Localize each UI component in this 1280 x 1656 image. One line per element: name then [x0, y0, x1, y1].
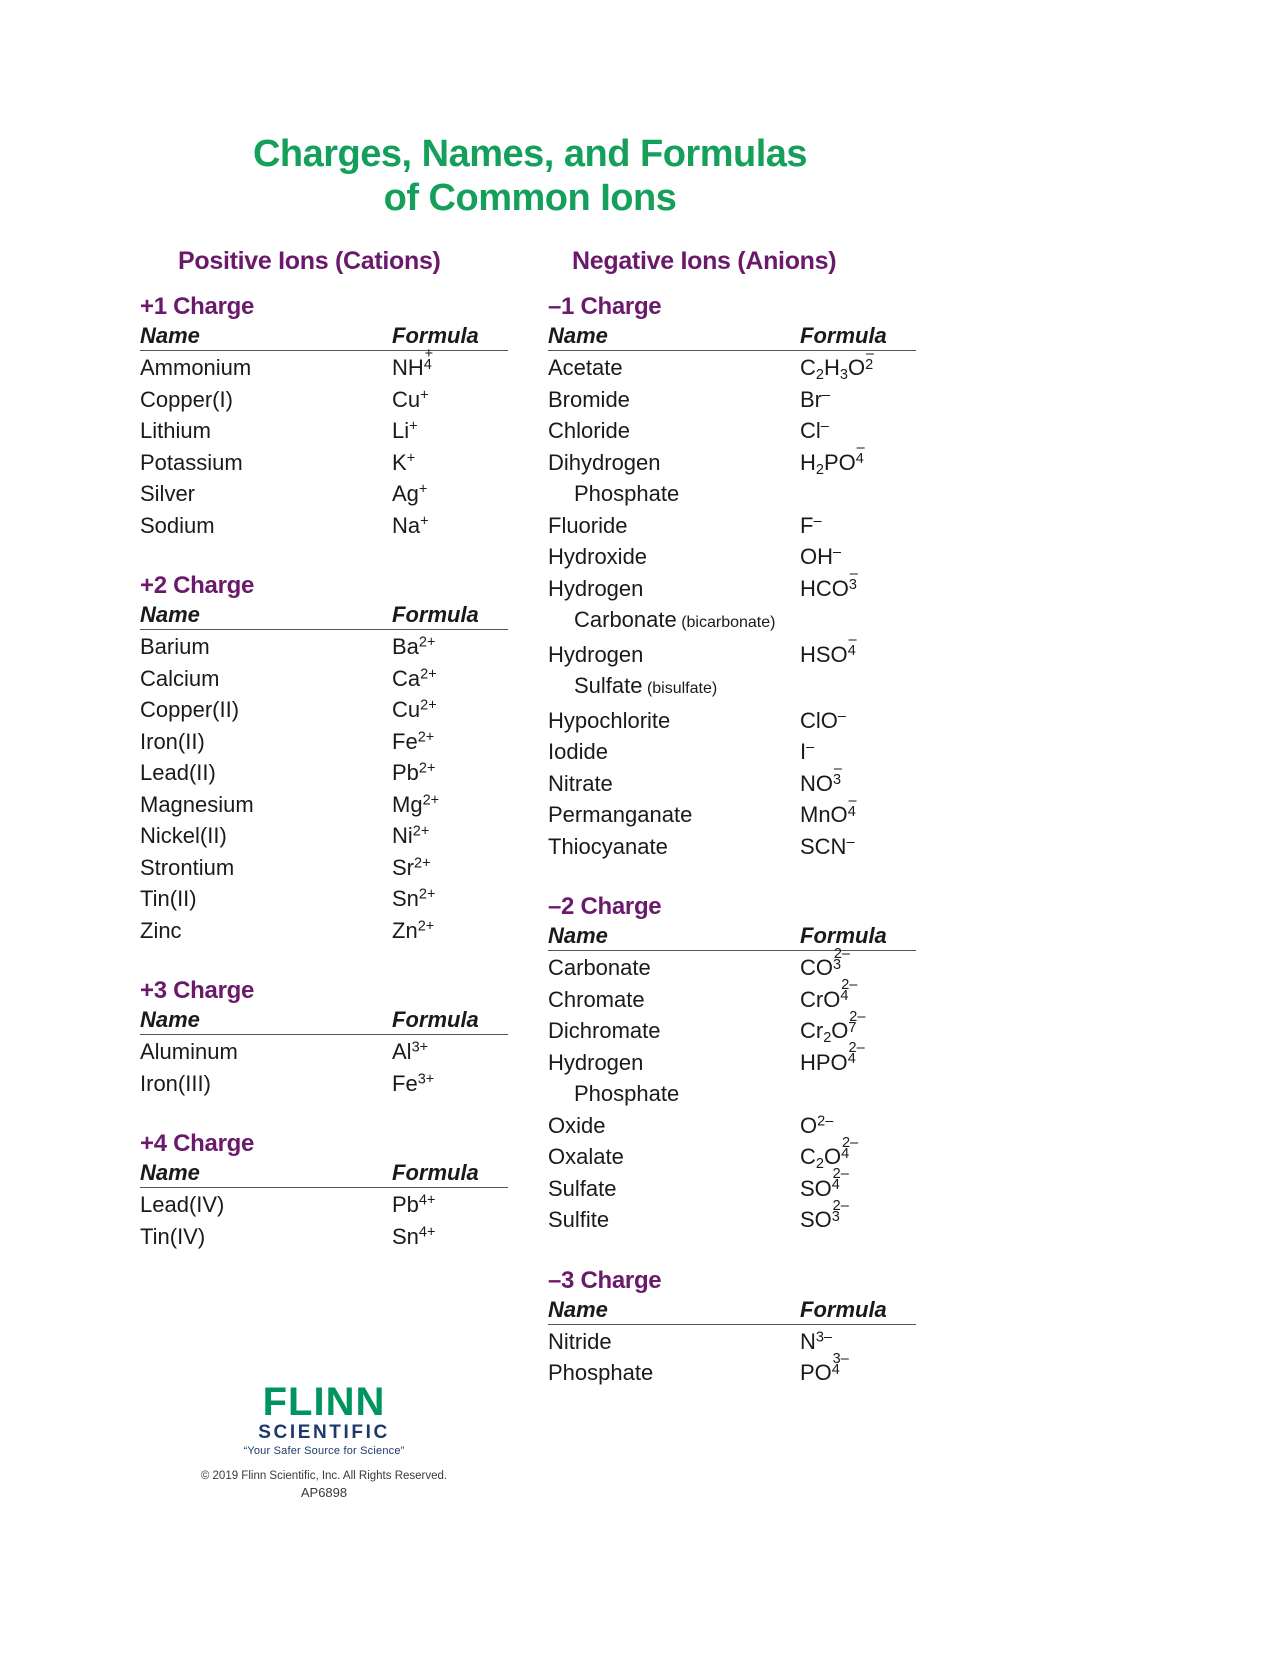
- flinn-logo-wordmark: FLINN: [262, 1380, 386, 1424]
- table-row: [140, 694, 508, 726]
- ion-formula: [392, 694, 508, 726]
- chemical-formula: $Sn^{2+}$: [392, 886, 436, 911]
- table-row: [140, 726, 508, 758]
- column-header-name: Name: [140, 1007, 200, 1032]
- table-row: [548, 1110, 916, 1142]
- table-header-row: [548, 322, 916, 351]
- table-header-row: [548, 922, 916, 951]
- column-header-formula: Formula: [392, 602, 479, 627]
- table-row: [140, 757, 508, 789]
- ion-name: Carbonate: [548, 955, 651, 980]
- chemical-formula: $Fe^{2+}$: [392, 728, 435, 754]
- ion-formula: [800, 1350, 916, 1389]
- ion-name: Zinc: [140, 917, 182, 943]
- ion-formula: [392, 631, 508, 663]
- table-row: [140, 345, 508, 384]
- table-row: [548, 761, 916, 800]
- ion-name: Hydrogen: [548, 575, 644, 601]
- chemical-formula: HCO 3 –: [800, 566, 858, 601]
- ion-formula: [392, 384, 508, 416]
- ion-name: Hypochlorite: [548, 707, 671, 733]
- chemical-formula: K+: [392, 449, 416, 475]
- ion-alternate-name: (bisulfate): [642, 680, 718, 697]
- table-row: [548, 945, 916, 984]
- table-row: [548, 440, 916, 479]
- ion-name: Calcium: [140, 665, 220, 691]
- ion-formula: [392, 1189, 508, 1221]
- column-header-name: Name: [140, 602, 200, 627]
- table-row: [140, 1036, 508, 1068]
- table-header-row: [140, 1006, 508, 1035]
- table-row: [140, 663, 508, 695]
- table-row: [548, 736, 916, 768]
- table-row: [548, 1326, 916, 1358]
- ion-formula: [800, 761, 916, 800]
- table-row: [548, 566, 916, 605]
- ion-formula: [392, 915, 508, 947]
- ion-name: Acetate: [548, 355, 623, 380]
- chemical-formula: $Pb^{2+}$: [392, 760, 436, 785]
- ion-name: Tin(IV): [140, 1223, 206, 1249]
- product-code: AP6898: [300, 1485, 348, 1500]
- table-header-row: [140, 322, 508, 351]
- table-row: [548, 1197, 916, 1236]
- table-row: [140, 820, 508, 852]
- chemical-formula: $Al^{3+}$: [392, 1039, 429, 1064]
- table-row: [140, 915, 508, 947]
- anions-column: [548, 292, 916, 1389]
- ion-name: Chloride: [548, 418, 630, 443]
- ion-formula: [392, 1068, 508, 1100]
- ion-formula: [800, 705, 916, 737]
- ion-name: Magnesium: [140, 791, 254, 817]
- charge-group: [548, 1266, 916, 1389]
- ion-name: Potassium: [140, 449, 243, 475]
- ion-name: Hydrogen: [548, 1049, 644, 1075]
- chemical-formula: ClO–: [800, 707, 846, 733]
- chemical-formula: Li+: [392, 418, 418, 443]
- table-row: [548, 792, 916, 831]
- ion-formula: [392, 820, 508, 852]
- chemical-formula: Ag+: [392, 481, 428, 506]
- ion-formula: [800, 345, 916, 384]
- table-row-continuation: [548, 1078, 916, 1110]
- ion-formula: [800, 1197, 916, 1236]
- ion-formula: [392, 757, 508, 789]
- ion-name: Dihydrogen: [548, 449, 661, 475]
- ion-formula: [392, 415, 508, 447]
- chemical-formula: $Pb^{4+}$: [392, 1192, 436, 1217]
- table-header-row: [140, 1159, 508, 1188]
- ion-formula: [800, 1166, 916, 1205]
- ion-formula: [392, 478, 508, 510]
- ion-formula: [800, 384, 916, 416]
- ion-name-continuation: Phosphate: [574, 481, 680, 506]
- table-row: [140, 478, 508, 510]
- chemical-formula: $Sr^{2+}$: [392, 854, 431, 880]
- chemical-formula: HSO 4 –: [800, 632, 857, 667]
- ion-name: Iron(II): [140, 728, 205, 754]
- ion-name: Bromide: [548, 386, 630, 412]
- chemical-formula: $C_2H_3O$ 2 –: [800, 345, 874, 384]
- chemical-formula: $Zn^{2+}$: [392, 917, 435, 943]
- table-row: [140, 1068, 508, 1100]
- ion-alternate-name: (bicarbonate): [676, 614, 776, 631]
- chemical-formula: $Fe^{3+}$: [392, 1070, 435, 1096]
- ion-name: Oxide: [548, 1112, 606, 1138]
- table-row: [548, 345, 916, 384]
- column-header-formula: Formula: [800, 323, 887, 348]
- ion-name: Thiocyanate: [548, 833, 668, 859]
- column-header-formula: Formula: [800, 1296, 887, 1322]
- ion-name: Permanganate: [548, 802, 693, 827]
- ion-name: Silver: [140, 481, 196, 506]
- ion-name: Hydroxide: [548, 544, 648, 569]
- chemical-formula: $Ca^{2+}$: [392, 665, 437, 691]
- flinn-logo-tagline: “Your Safer Source for Science”: [243, 1445, 405, 1457]
- ion-formula-continuation: [826, 670, 916, 705]
- ion-formula: [800, 1134, 916, 1173]
- column-header-formula: Formula: [392, 1007, 479, 1032]
- ion-name: Aluminum: [140, 1039, 238, 1064]
- chemical-formula: $Mg^{2+}$: [392, 791, 440, 817]
- ion-formula: [800, 945, 916, 984]
- page-title: [140, 132, 920, 220]
- chemical-formula: $Sn^{4+}$: [392, 1223, 436, 1249]
- ion-formula: [800, 1326, 916, 1358]
- ion-formula: [392, 726, 508, 758]
- cations-column-heading: Positive Ions (Cations): [178, 247, 441, 275]
- table-row: [140, 789, 508, 821]
- table-row-continuation: [548, 604, 916, 639]
- ion-name: Lithium: [140, 418, 211, 443]
- ion-name: Lead(II): [140, 760, 216, 785]
- ion-formula: [392, 789, 508, 821]
- chemical-formula: $N^{3-}$: [800, 1328, 833, 1354]
- ion-name: Oxalate: [548, 1144, 624, 1169]
- table-row: [140, 852, 508, 884]
- ion-formula: [800, 510, 916, 542]
- ion-name-continuation: Sulfate (bisulfate): [574, 673, 718, 698]
- charge-group: [140, 976, 508, 1099]
- ion-name: Hydrogen: [548, 641, 644, 667]
- ion-formula: [800, 632, 916, 671]
- table-row: [548, 1166, 916, 1205]
- chemical-formula: $O^{2-}$: [800, 1112, 834, 1138]
- ion-formula: [800, 440, 916, 479]
- charge-group-title: +2 Charge: [140, 572, 255, 599]
- anions-column-heading: Negative Ions (Anions): [572, 247, 837, 275]
- table-row: [140, 1189, 508, 1221]
- ion-name: Ammonium: [140, 355, 252, 380]
- table-row: [548, 632, 916, 671]
- column-header-formula: Formula: [392, 323, 479, 348]
- ion-name: Sodium: [140, 512, 215, 538]
- ion-name: Lead(IV): [140, 1192, 225, 1217]
- ion-formula: [392, 345, 508, 384]
- column-header-name: Name: [140, 323, 200, 348]
- charge-group-title: –1 Charge: [548, 293, 662, 320]
- ion-name: Sulfate: [548, 1175, 617, 1201]
- ion-formula: [800, 831, 916, 863]
- chemical-formula: F–: [800, 512, 822, 538]
- ion-name: Fluoride: [548, 512, 628, 538]
- ion-formula: [392, 1221, 508, 1253]
- charge-group: [140, 1129, 508, 1252]
- ion-name-continuation: Phosphate: [574, 1081, 680, 1106]
- ion-name: Strontium: [140, 854, 235, 880]
- ion-name: Sulfite: [548, 1207, 610, 1232]
- table-row: [140, 447, 508, 479]
- column-header-name: Name: [548, 323, 608, 348]
- table-row: [548, 1350, 916, 1389]
- ion-name: Copper(II): [140, 697, 240, 722]
- ion-name-continuation: Carbonate (bicarbonate): [574, 607, 776, 632]
- ion-formula: [800, 736, 916, 768]
- ion-formula-continuation: [826, 478, 916, 510]
- ion-name: Dichromate: [548, 1018, 661, 1043]
- table-row: [548, 384, 916, 416]
- ion-formula: [392, 883, 508, 915]
- charge-group-title: +4 Charge: [140, 1130, 255, 1157]
- ion-name: Phosphate: [548, 1360, 654, 1385]
- ion-formula: [392, 447, 508, 479]
- chemical-formula: MnO 4 –: [800, 792, 857, 827]
- footer: [140, 1382, 508, 1501]
- ion-formula: [800, 541, 916, 573]
- page-title-line-1: Charges, Names, and Formulas: [252, 133, 808, 175]
- table-row: [140, 384, 508, 416]
- table-header-row: [548, 1296, 916, 1325]
- charge-group-title: –2 Charge: [548, 893, 662, 920]
- column-header-name: Name: [140, 1160, 200, 1185]
- cations-column: [140, 292, 508, 1252]
- table-row: [548, 1040, 916, 1079]
- copyright-notice: © 2019 Flinn Scientific, Inc. All Rights Reserved.: [200, 1470, 448, 1482]
- ion-formula-continuation: [826, 1078, 916, 1110]
- chemical-formula: I–: [800, 739, 815, 764]
- ion-formula: [392, 510, 508, 542]
- charge-group-title: +3 Charge: [140, 977, 255, 1004]
- table-row-continuation: [548, 478, 916, 510]
- ion-formula: [392, 1036, 508, 1068]
- ion-name: Iron(III): [140, 1070, 211, 1096]
- chemical-formula: $Ni^{2+}$: [392, 823, 430, 848]
- chemical-formula: CrO 4 2–: [800, 977, 858, 1012]
- chemical-formula: NH 4 +: [392, 345, 434, 380]
- charge-group: [548, 292, 916, 862]
- ion-formula-continuation: [826, 604, 916, 639]
- column-header-formula: Formula: [392, 1160, 479, 1185]
- ion-formula: [800, 1040, 916, 1079]
- ion-name: Nitride: [548, 1328, 612, 1354]
- chemical-formula: $Ba^{2+}$: [392, 634, 436, 659]
- charge-group: [548, 892, 916, 1236]
- ion-name: Nickel(II): [140, 823, 227, 848]
- chemical-formula: $Cu^{2+}$: [392, 697, 437, 722]
- column-header-name: Name: [548, 1296, 608, 1322]
- column-header-formula: Formula: [800, 923, 887, 948]
- table-row: [140, 415, 508, 447]
- chemical-formula: Na+: [392, 512, 429, 538]
- ion-name: Copper(I): [140, 386, 233, 412]
- charge-group-title: +1 Charge: [140, 293, 255, 320]
- table-row: [140, 1221, 508, 1253]
- ion-formula: [800, 792, 916, 831]
- chemical-formula: $C_2O$ 4 2–: [800, 1134, 859, 1173]
- table-row: [548, 831, 916, 863]
- chemical-formula: CO 3 2–: [800, 945, 851, 980]
- table-row: [140, 883, 508, 915]
- column-header-name: Name: [548, 923, 608, 948]
- chemical-formula: HPO 4 2–: [800, 1040, 865, 1075]
- chemical-formula: SO 4 2–: [800, 1166, 849, 1201]
- ion-name: Tin(II): [140, 886, 197, 911]
- charge-group: [140, 571, 508, 946]
- table-row: [548, 705, 916, 737]
- table-row: [140, 510, 508, 542]
- ion-name: Iodide: [548, 739, 608, 764]
- chemical-formula: NO 3 –: [800, 761, 842, 796]
- flinn-logo-subtext: SCIENTIFIC: [258, 1422, 390, 1443]
- chemical-formula: SCN–: [800, 833, 855, 859]
- chemical-formula: $H_2PO$ 4 –: [800, 440, 865, 478]
- ion-formula: [392, 663, 508, 695]
- table-row-continuation: [548, 670, 916, 705]
- table-header-row: [140, 601, 508, 630]
- table-row: [548, 541, 916, 573]
- ion-name: Chromate: [548, 986, 645, 1012]
- ion-formula: [800, 566, 916, 605]
- chemical-formula: Br–: [800, 386, 831, 412]
- charge-group: [140, 292, 508, 541]
- chemical-formula: OH–: [800, 544, 842, 569]
- ion-formula: [392, 852, 508, 884]
- chemical-formula: Cl–: [800, 418, 829, 443]
- ion-name: Nitrate: [548, 770, 613, 796]
- chemical-formula: SO 3 2–: [800, 1197, 849, 1232]
- chemical-formula: $Cr_2O$ 7 2–: [800, 1008, 866, 1047]
- table-row: [140, 631, 508, 663]
- table-row: [548, 510, 916, 542]
- table-row: [548, 1134, 916, 1173]
- page-title-line-2: of Common Ions: [383, 177, 677, 219]
- chemical-formula: Cu+: [392, 386, 429, 412]
- charge-group-title: –3 Charge: [548, 1266, 662, 1294]
- chemical-formula: PO 4 3–: [800, 1350, 849, 1385]
- ion-name: Barium: [140, 634, 210, 659]
